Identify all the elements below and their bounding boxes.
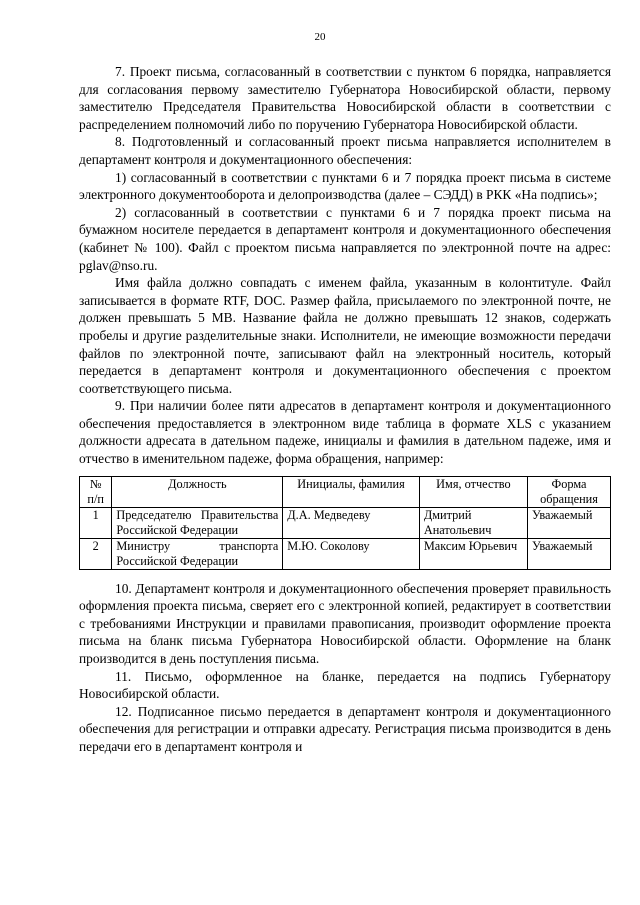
paragraph-10: 10. Департамент контроля и документационного обеспечения проверяет правильность оформления проекта письма, сверяет его с электронной копией, редактирует в соответствии с требованиями Инструкции и правилами правописания, производит оформление проекта письма на бланк письма Губернатора Новосибирской области. Оформление на бланк производится в день поступления письма. (79, 580, 611, 667)
paragraph-8-item-1: 1) согласованный в соответствии с пунктами 6 и 7 порядка проект письма в системе электронного документооборота и делопроизводства (далее – СЭДД) в РКК «На подпись»; (79, 169, 611, 203)
cell-address-form: Уважаемый (528, 538, 611, 569)
header-address-form: Форма обращения (528, 476, 611, 507)
page-number: 20 (314, 31, 326, 43)
paragraph-7: 7. Проект письма, согласованный в соответствии с пунктом 6 порядка, направляется для согласования первому заместителю Губернатора Новосибирской области, первому заместителю Председателя Правительства Новосибирской области в соответствии с распределением полномочий либо по поручению Губернатора Новосибирской области. (79, 64, 611, 132)
paragraph-file-requirements: Имя файла должно совпадать с именем файла, указанным в колонтитуле. Файл записывается в формате RTF, DOC. Размер файла, присылаемого по электронной почте, не должен превышать 5 MB. Название файла не должно превышать 12 знаков, содержать пробелы и другие разделительные знаки. Исполнители, не имеющие возможности передачи файлов по электронной почте, записывают файл на электронный носитель, который передается в департамент контроля и документационного обеспечения с проектом соответствующего письма. (79, 275, 611, 396)
cell-number: 2 (80, 538, 112, 569)
paragraph-9: 9. При наличии более пяти адресатов в департамент контроля и документационного обеспечения предоставляется в электронном виде таблица в формате XLS с указанием должности адресата в дательном падеже, инициалы и фамилия в дательном падеже, имя и отчество в именительном падеже, форма обращения, например: (79, 398, 611, 467)
cell-initials-surname: М.Ю. Соколову (283, 538, 420, 569)
cell-position: Министру транспорта Российской Федерации (112, 538, 283, 569)
paragraph-12: 12. Подписанное письмо передается в департамент контроля и документационного обеспечения для регистрации и отправки адресату. Регистрация письма производится в день передачи его в департамент контроля и (79, 703, 611, 754)
cell-name-patronymic: Максим Юрьевич (419, 538, 527, 569)
cell-position: Председателю Правительства Российской Федерации (112, 507, 283, 538)
table-row (80, 538, 611, 569)
document-body (79, 63, 611, 756)
paragraph-11: 11. Письмо, оформленное на бланке, передается на подпись Губернатору Новосибирской области. (79, 668, 611, 702)
cell-number: 1 (80, 507, 112, 538)
table-header-row (80, 476, 611, 507)
table-row (80, 507, 611, 538)
paragraph-8-item-2: 2) согласованный в соответствии с пунктами 6 и 7 порядка проект письма на бумажном носителе передается в департамент контроля и документационного обеспечения (кабинет № 100). Файл с проектом письма направляется по электронной почте на адрес: pglav@nso.ru. (79, 204, 611, 273)
header-initials-surname: Инициалы, фамилия (283, 476, 420, 507)
addressee-table (79, 476, 611, 570)
header-name-patronymic: Имя, отчество (419, 476, 527, 507)
paragraph-8: 8. Подготовленный и согласованный проект письма направляется исполнителем в департамент контроля и документационного обеспечения: (79, 134, 611, 167)
header-position: Должность (112, 476, 283, 507)
cell-address-form: Уважаемый (528, 507, 611, 538)
header-number: № п/п (80, 476, 112, 507)
cell-name-patronymic: Дмитрий Анатольевич (419, 507, 527, 538)
cell-initials-surname: Д.А. Медведеву (283, 507, 420, 538)
